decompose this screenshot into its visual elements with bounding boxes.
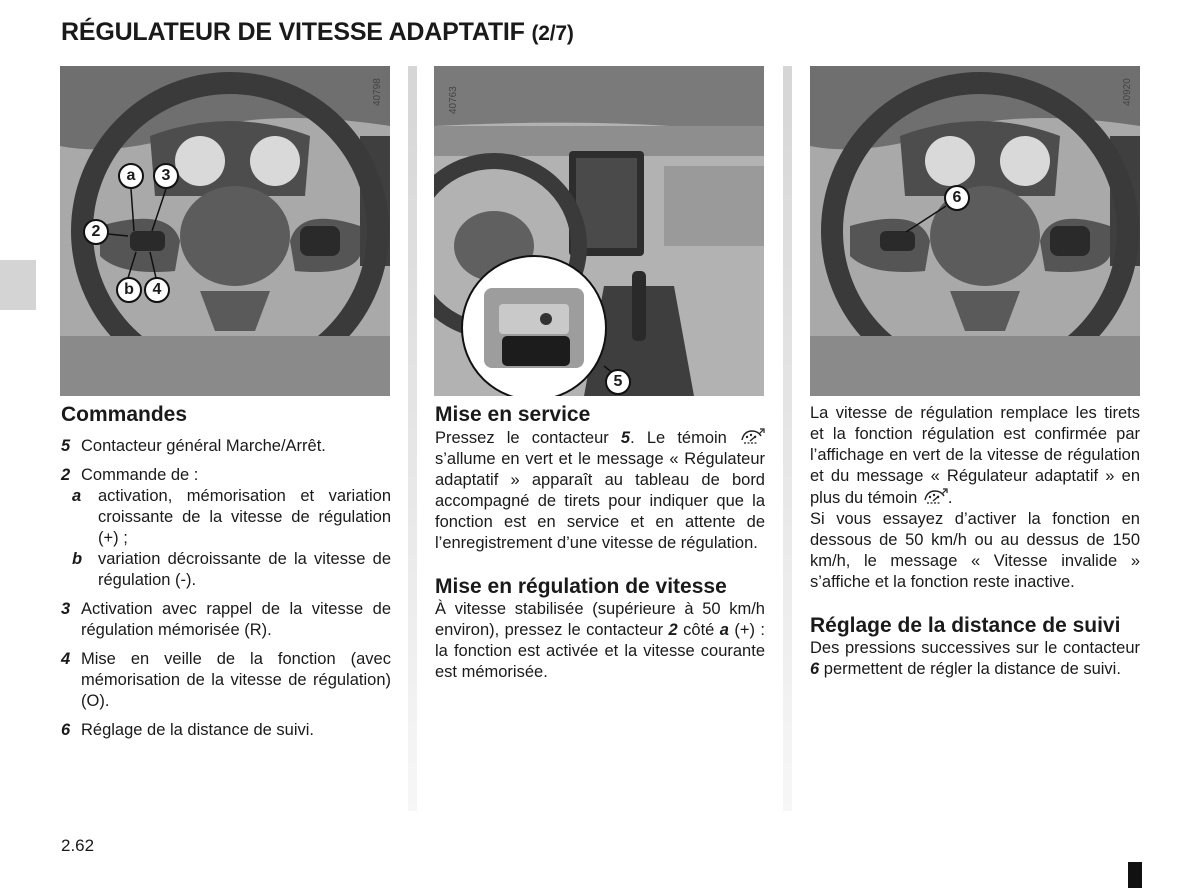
- callout-b: b: [116, 277, 142, 303]
- speed-regulation-paragraph: À vitesse stabilisée (supérieure à 50 km/h environ), pressez le contacteur 2 côté a (+) : la fonction est activée et la vitesse courante est mémorisée.: [435, 600, 765, 681]
- sub-item: b variation décroissante de la vitesse de régulation (-).: [72, 550, 391, 589]
- invalid-speed-paragraph: Si vous essayez d’activer la fonction en dessous de 50 km/h ou au dessus de 150 km/h, le message « Vitesse invalide » s’affiche et la fonction reste inactive.: [810, 510, 1140, 591]
- activation-heading: Mise en service: [435, 403, 591, 426]
- callout-4: 4: [144, 277, 170, 303]
- callout-2: 2: [83, 219, 109, 245]
- activation-paragraph: Pressez le contacteur 5. Le témoin s’allume en vert et le message « Régulateur adaptatif » apparaît au tableau de bord accompagné de tirets pour indiquer que la fonction est en service et en attente de l’enregistrement d’une vitesse de régulation.: [435, 429, 765, 552]
- callout-3: 3: [153, 163, 179, 189]
- steering-wheel-photo-left: [60, 66, 390, 396]
- distance-heading: Réglage de la distance de suivi: [810, 614, 1121, 637]
- left-column: [61, 403, 391, 749]
- list-item: 5 Contacteur général Marche/Arrêt.: [61, 437, 326, 455]
- steering-wheel-photo-right: [810, 66, 1140, 396]
- photo-reference: 40920: [1122, 78, 1133, 106]
- callout-6: 6: [944, 185, 970, 211]
- regulation-paragraph: La vitesse de régulation remplace les tirets et la fonction régulation est confirmée par l’affichage en vert de la vitesse de régulation et du message « Régulateur adaptatif » en plus du témoin .: [810, 404, 1140, 507]
- dashboard-photo-middle: [434, 66, 764, 396]
- section-tab: [0, 260, 36, 310]
- callout-a: a: [118, 163, 144, 189]
- cruise-control-icon: [739, 427, 765, 447]
- middle-column: [435, 403, 765, 683]
- photo-reference: 40798: [372, 78, 383, 106]
- list-item: 6 Réglage de la distance de suivi.: [61, 721, 314, 739]
- right-column: [810, 403, 1140, 680]
- list-item: 3 Activation avec rappel de la vitesse de régulation mémorisée (R).: [61, 600, 391, 639]
- list-item: 4 Mise en veille de la fonction (avec mémorisation de la vitesse de régulation) (O).: [61, 650, 391, 710]
- speed-regulation-heading: Mise en régulation de vitesse: [435, 575, 727, 598]
- commands-heading: Commandes: [61, 403, 188, 426]
- list-item: 2 Commande de :: [61, 466, 199, 484]
- callout-5: 5: [605, 369, 631, 395]
- column-divider: [408, 66, 417, 811]
- page-corner-mark: [1128, 862, 1142, 888]
- sub-item: a activation, mémorisation et variation croissante de la vitesse de régulation (+) ;: [72, 487, 391, 547]
- column-divider: [783, 66, 792, 811]
- photo-reference: 40763: [448, 86, 459, 114]
- page-title: RÉGULATEUR DE VITESSE ADAPTATIF (2/7): [61, 18, 574, 46]
- page-number: 2.62: [61, 836, 95, 855]
- distance-paragraph: Des pressions successives sur le contacteur 6 permettent de régler la distance de suivi.: [810, 639, 1140, 678]
- cruise-control-icon: [922, 487, 948, 507]
